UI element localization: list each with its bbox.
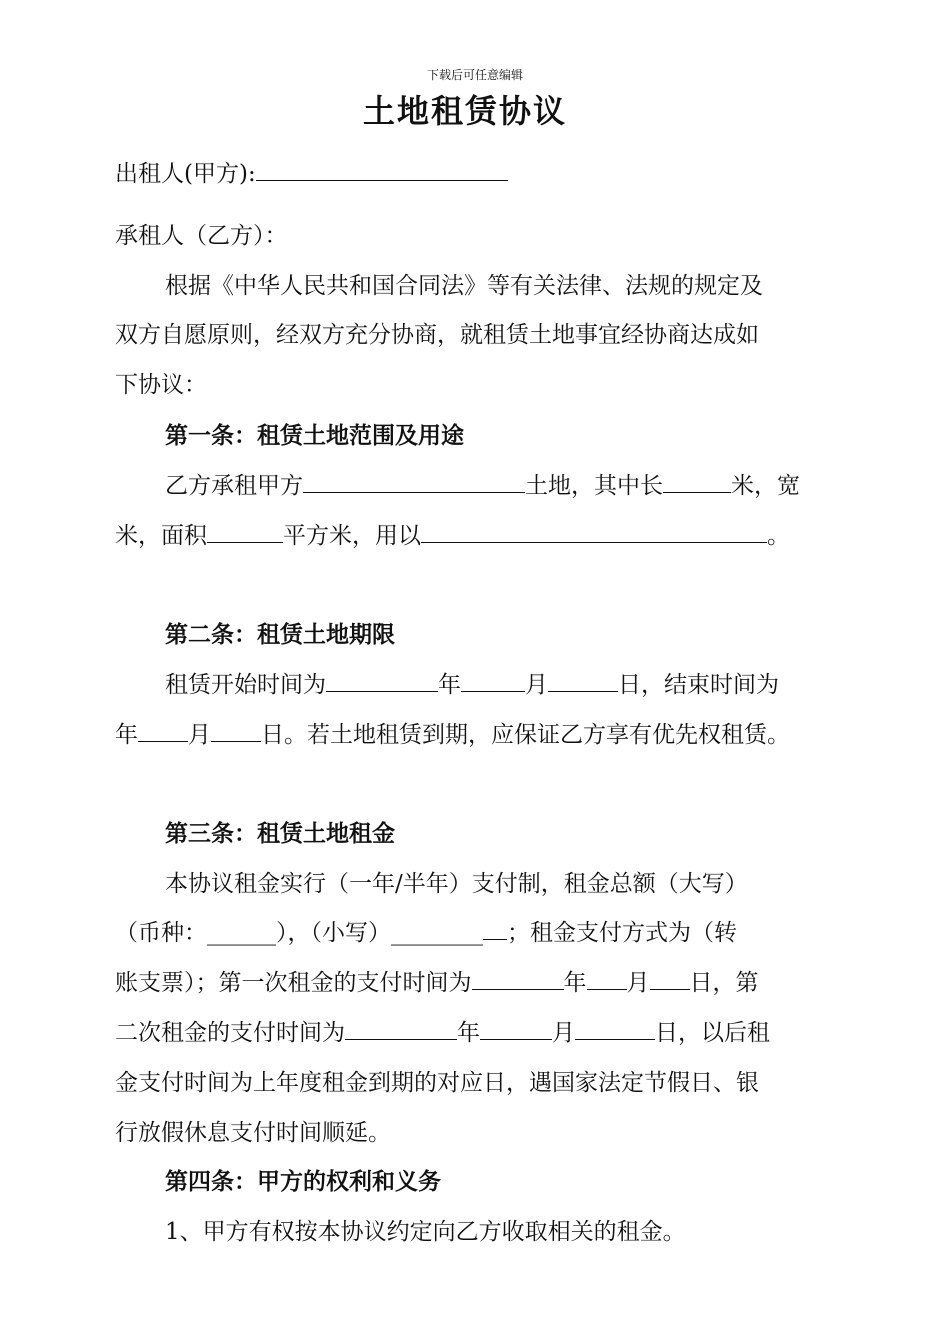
start-day-blank[interactable] xyxy=(548,669,618,692)
article-3-line-2 xyxy=(115,917,845,949)
preamble-line-1: 根据《中华人民共和国合同法》等有关法律、法规的规定及 xyxy=(165,273,763,299)
text-segment: 年 xyxy=(563,970,587,996)
text-segment: 。 xyxy=(767,523,790,549)
article-1-line-2 xyxy=(115,520,845,552)
first-pay-day-blank[interactable] xyxy=(650,967,690,990)
text-segment: 年 xyxy=(457,1020,480,1046)
article-3-line-4 xyxy=(115,1017,845,1049)
article-3-line-1: 本协议租金实行（一年/半年）支付制，租金总额（大写） xyxy=(165,871,748,897)
party-a-line xyxy=(115,158,845,190)
party-a-blank[interactable] xyxy=(256,158,508,181)
start-month-blank[interactable] xyxy=(461,669,525,692)
text-segment: ；租金支付方式为（转 xyxy=(507,920,737,946)
text-segment: 年 xyxy=(438,672,461,698)
text-segment: 年 xyxy=(115,722,138,748)
text-segment: 账支票）；第一次租金的支付时间为 xyxy=(115,970,472,996)
party-b-label: 承租人（乙方）： xyxy=(115,223,288,249)
article-1-line-1 xyxy=(165,470,895,502)
page-title: 土地租赁协议 xyxy=(362,92,567,130)
article-3-line-5: 金支付时间为上年度租金到期的对应日，遇国家法定节假日、银 xyxy=(115,1070,759,1096)
text-segment: 月 xyxy=(626,970,650,996)
article-4-heading: 第四条：甲方的权利和义务 xyxy=(165,1168,441,1195)
text-segment: 月 xyxy=(552,1020,575,1046)
start-year-blank[interactable] xyxy=(326,669,438,692)
amount-blank[interactable] xyxy=(483,917,507,940)
second-pay-day-blank[interactable] xyxy=(575,1017,655,1040)
article-4-item-1: 1、甲方有权按本协议约定向乙方收取相关的租金。 xyxy=(165,1219,686,1245)
text-segment: 月 xyxy=(188,722,211,748)
text-segment: 米，宽 xyxy=(731,473,800,499)
article-3-line-3 xyxy=(115,967,845,999)
end-month-blank[interactable] xyxy=(138,719,188,742)
land-location-blank[interactable] xyxy=(303,470,525,493)
text-segment: 土地，其中长 xyxy=(525,473,663,499)
second-pay-year-blank[interactable] xyxy=(345,1017,457,1040)
length-blank[interactable] xyxy=(663,470,731,493)
text-segment: 租赁开始时间为 xyxy=(165,672,326,698)
text-segment: 乙方承租甲方 xyxy=(165,473,303,499)
article-2-heading: 第二条：租赁土地期限 xyxy=(165,621,395,648)
first-pay-year-blank[interactable] xyxy=(472,967,564,990)
article-3-heading: 第三条：租赁土地租金 xyxy=(165,820,395,847)
text-segment: 米，面积 xyxy=(115,523,207,549)
text-segment: 月 xyxy=(525,672,548,698)
party-a-label: 出租人(甲方): xyxy=(115,161,256,187)
preamble-line-2: 双方自愿原则，经双方充分协商，就租赁土地事宜经协商达成如 xyxy=(115,322,759,348)
text-segment: 日，结束时间为 xyxy=(618,672,779,698)
article-1-heading: 第一条：租赁土地范围及用途 xyxy=(165,422,464,449)
article-2-line-1 xyxy=(165,669,895,701)
article-3-line-6: 行放假休息支付时间顺延。 xyxy=(115,1120,391,1146)
article-2-line-2 xyxy=(115,719,845,751)
text-segment: （币种：______），（小写）________ xyxy=(115,920,483,946)
usage-blank[interactable] xyxy=(421,520,767,543)
area-blank[interactable] xyxy=(207,520,283,543)
text-segment: 平方米，用以 xyxy=(283,523,421,549)
text-segment: 日，以后租 xyxy=(655,1020,770,1046)
second-pay-month-blank[interactable] xyxy=(480,1017,552,1040)
preamble-line-3: 下协议： xyxy=(115,372,207,398)
text-segment: 二次租金的支付时间为 xyxy=(115,1020,345,1046)
end-day-blank[interactable] xyxy=(211,719,261,742)
first-pay-month-blank[interactable] xyxy=(587,967,627,990)
text-segment: 日，第 xyxy=(689,970,759,996)
header-note: 下载后可任意编辑 xyxy=(426,68,523,82)
text-segment: 日。若土地租赁到期，应保证乙方享有优先权租赁。 xyxy=(261,722,790,748)
